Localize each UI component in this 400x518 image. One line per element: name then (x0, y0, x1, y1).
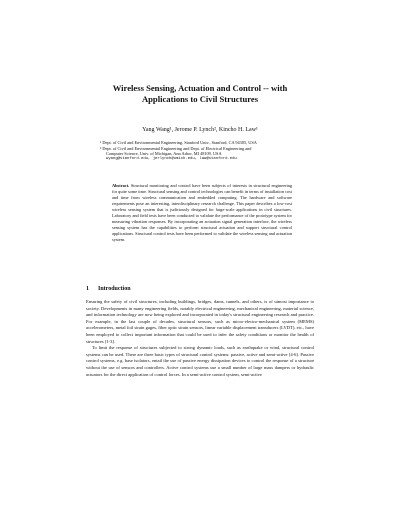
introduction-body (86, 299, 314, 378)
author-emails: wyang@stanford.edu, jerlynch@umich.edu, law@stanford.edu (106, 156, 237, 161)
section-title: Introduction (98, 286, 131, 292)
paper-title (60, 83, 340, 105)
title-line-1: Wireless Sensing, Actuation and Control -- with (112, 83, 288, 93)
affiliation-line-2: ² Dept. of Civil and Environmental Engineering and Dept. of Electrical Engineering and (100, 145, 252, 151)
author-list: Yang Wang¹, Jerome P. Lynch², Kincho H. Law¹ (142, 127, 258, 133)
paragraph-1: Ensuring the safety of civil structures, including buildings, bridges, dams, tunnels, and others, is of utmost importance to society. Developments in many engineering fields, notably electrical engineering, mechanical engineering, material science, and information technology are now being explored and incorporated in today's structural engineering research and practice. For example, in the last couple of decades, structural sensors, such as micro-electro-mechanical system (MEMS) accelerometers, metal foil strain gages, fiber optic strain sensors, linear variable displacement transducers (LVDT), etc., have been employed to collect important information that could be used to infer the safety conditions or monitor the health of structures [1-3]. (86, 299, 314, 344)
affiliation-line-1: ¹ Dept. of Civil and Environmental Engineering, Stanford Univ., Stanford, CA 94305, USA (100, 140, 257, 145)
title-line-2: Applications to Civil Structures (141, 94, 259, 104)
paragraph-2: To limit the response of structures subjected to strong dynamic loads, such as earthquake or wind, structural control systems can be used. There are three basic types of structural control systems: passive, active and semi-active [4-6]. Passive control systems, e.g. base isolators, entail the use of passive energy dissipation devices to control the response of a structure without the use of sensors and controllers. Active control systems use a small number of large mass dampers or hydraulic actuators for the direct application of control forces. In a semi-active control system, semi-active (86, 345, 314, 377)
section-number: 1 (86, 286, 89, 292)
section-heading (86, 286, 131, 292)
abstract-label: Abstract. (112, 183, 130, 188)
affiliation-line-3: Computer Science, Univ. of Michigan, Ann Arbor, MI 48109, USA (106, 151, 222, 157)
abstract-text: Structural monitoring and control have been subjects of interests in structural engineering for quite some time. Structural sensing and control technologies can benefit in terms of installation cost and time from wireless communication and embedded computing. The hardware and software requirements pose an interesting, interdisciplinary research challenge. This paper describes a low-cost wireless sensing system that is judiciously designed for large-scale applications in civil structures. Laboratory and field tests have been conducted to validate the performance of the prototype system for measuring vibration responses. By incorporating an actuation signal generation interface, the wireless sensing system has the capabilities to perform structural actuation and support structural control applications. Structural control tests have been performed to validate the wireless sensing and actuation system. (112, 183, 293, 243)
abstract (112, 183, 292, 243)
affiliations (100, 140, 310, 162)
